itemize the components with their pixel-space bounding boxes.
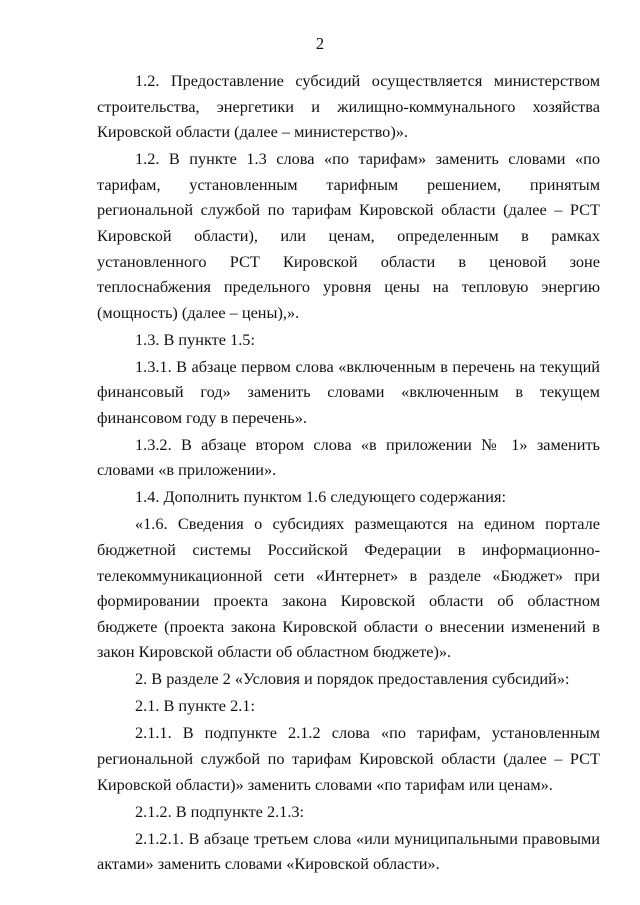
paragraph-2-1: 2.1. В пункте 2.1:	[135, 696, 255, 716]
paragraph-2-1-2: 2.1.2. В подпункте 2.1.3:	[135, 801, 305, 821]
paragraph-2-1-2-1: 2.1.2.1. В абзаце третьем слова «или муниципальными правовыми актами» заменить словами «Кировской области».	[97, 828, 600, 874]
paragraph-2-1-1: 2.1.1. В подпункте 2.1.2 слова «по тарифам, установленным региональной службой по тарифам Кировской области (далее – РСТ Кировской области)» заменить словами «по тарифам или ценам».	[97, 723, 600, 794]
paragraph-1-3: 1.3. В пункте 1.5:	[135, 329, 255, 349]
document-body	[97, 68, 600, 878]
paragraph-1-6-quote: «1.6. Сведения о субсидиях размещаются на едином портале бюджетной системы Российской Федерации в информационно-телекоммуникационной сети «Интернет» в разделе «Бюджет» при формировании проекта закона Кировской области об областном бюджете (проекта закона Кировской области о внесении изменений в закон Кировской области об областном бюджете)».	[97, 514, 600, 662]
paragraph-2: 2. В разделе 2 «Условия и порядок предоставления субсидий»:	[135, 669, 570, 689]
paragraph-1-3-2: 1.3.2. В абзаце втором слова «в приложении № 1» заменить словами «в приложении».	[97, 434, 600, 480]
paragraph-1-4: 1.4. Дополнить пунктом 1.6 следующего содержания:	[135, 487, 506, 507]
paragraph-1-3-1: 1.3.1. В абзаце первом слова «включенным в перечень на текущий финансовый год» заменить словами «включенным в текущем финансовом году в перечень».	[97, 356, 600, 427]
page-number: 2	[315, 34, 325, 53]
paragraph-1-2-provision: 1.2. Предоставление субсидий осуществляется министерством строительства, энергетики и жилищно-коммунального хозяйства Кировской области (далее – министерство)».	[97, 71, 600, 142]
paragraph-1-2-tariffs: 1.2. В пункте 1.3 слова «по тарифам» заменить словами «по тарифам, установленным тарифным решением, принятым региональной службой по тарифам Кировской области (далее – РСТ Кировской области), или ценам, определенным в рамках установленного РСТ Кировской области в ценовой зоне теплоснабжения предельного уровня цены на тепловую энергию (мощность) (далее – цены),».	[97, 149, 600, 322]
